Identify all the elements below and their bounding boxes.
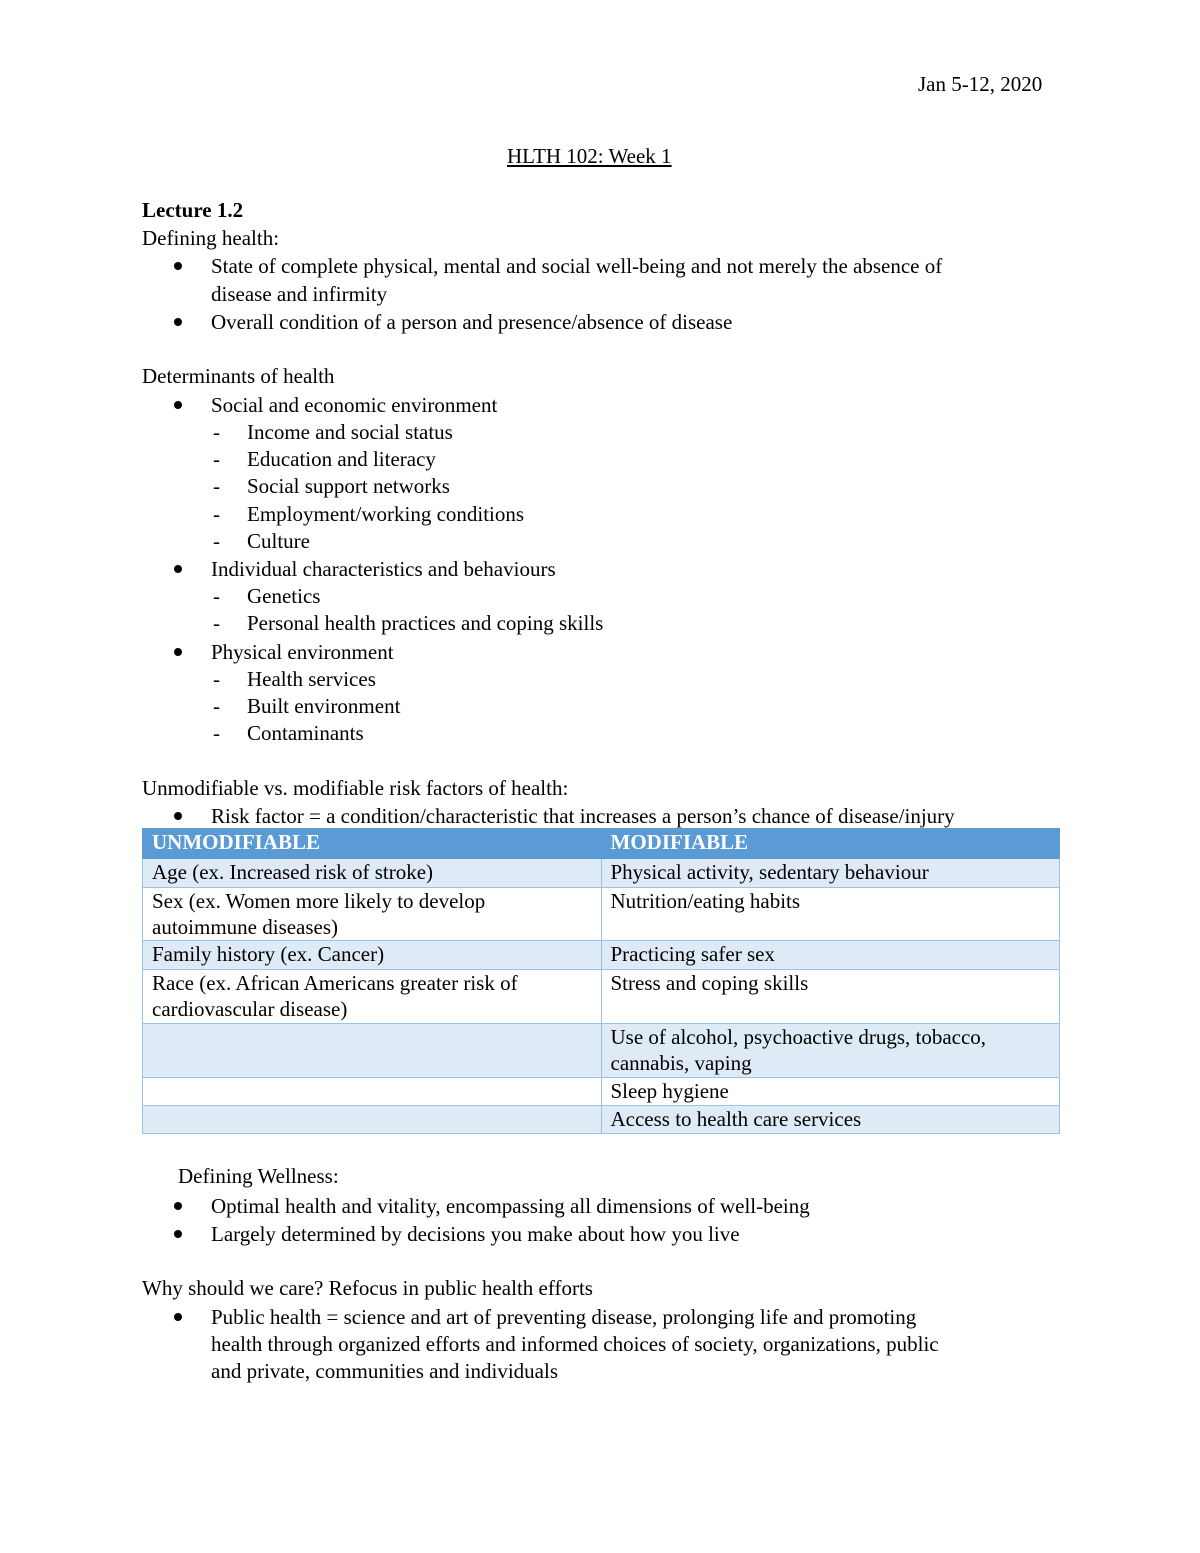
dash-icon: - <box>213 447 220 471</box>
table-cell-unmodifiable <box>143 1106 602 1134</box>
determinant-item: Social support networks <box>247 474 450 498</box>
cell-line: Stress and coping skills <box>610 971 809 995</box>
determinant-item: Genetics <box>247 584 321 608</box>
determinant-item: Health services <box>247 667 376 691</box>
cell-line: Practicing safer sex <box>610 942 775 966</box>
cell-line: Access to health care services <box>610 1107 862 1131</box>
dash-icon: - <box>213 611 220 635</box>
dash-icon: - <box>213 584 220 608</box>
table-cell-modifiable <box>601 859 1060 888</box>
bullet-icon <box>174 1313 182 1321</box>
table-cell-unmodifiable <box>143 970 602 1024</box>
determinant-item: Personal health practices and coping skills <box>247 611 604 635</box>
dash-icon: - <box>213 529 220 553</box>
defining-health-item-cont: disease and infirmity <box>211 282 388 306</box>
dash-icon: - <box>213 694 220 718</box>
cell-line: Sex (ex. Women more likely to develop <box>152 889 486 913</box>
cell-line: Physical activity, sedentary behaviour <box>610 860 929 884</box>
table-cell-unmodifiable <box>143 941 602 970</box>
bullet-icon <box>174 318 182 326</box>
determinant-category: Individual characteristics and behaviours <box>211 557 556 581</box>
cell-line: cannabis, vaping <box>610 1051 752 1075</box>
determinant-item: Employment/working conditions <box>247 502 525 526</box>
why-care-label: Why should we care? Refocus in public health efforts <box>142 1276 593 1300</box>
defining-health-item: Overall condition of a person and presence/absence of disease <box>211 310 733 334</box>
wellness-item: Optimal health and vitality, encompassing all dimensions of well-being <box>211 1194 810 1218</box>
bullet-icon <box>174 1202 182 1210</box>
cell-line: autoimmune diseases) <box>152 915 339 939</box>
defining-health-label: Defining health: <box>142 226 280 250</box>
bullet-icon <box>174 401 182 409</box>
defining-health-item: State of complete physical, mental and social well-being and not merely the absence of <box>211 254 943 278</box>
public-health-line: Public health = science and art of preventing disease, prolonging life and promoting <box>211 1305 917 1329</box>
determinant-item: Culture <box>247 529 310 553</box>
table-header-row <box>143 829 1060 859</box>
cell-line: Family history (ex. Cancer) <box>152 942 385 966</box>
determinant-category: Social and economic environment <box>211 393 498 417</box>
determinant-item: Built environment <box>247 694 401 718</box>
table-row <box>143 1078 1060 1106</box>
cell-line: Age (ex. Increased risk of stroke) <box>152 860 434 884</box>
page-date: Jan 5-12, 2020 <box>918 72 1043 96</box>
table-cell-unmodifiable <box>143 1078 602 1106</box>
bullet-icon <box>174 812 182 820</box>
cell-line: Sleep hygiene <box>610 1079 729 1103</box>
dash-icon: - <box>213 667 220 691</box>
table-cell-unmodifiable <box>143 888 602 941</box>
determinant-item: Income and social status <box>247 420 453 444</box>
cell-line: cardiovascular disease) <box>152 997 348 1021</box>
bullet-icon <box>174 565 182 573</box>
table-cell-unmodifiable <box>143 1024 602 1078</box>
dash-icon: - <box>213 474 220 498</box>
dash-icon: - <box>213 420 220 444</box>
page-title: HLTH 102: Week 1 <box>507 144 672 168</box>
dash-icon: - <box>213 721 220 745</box>
cell-line: Nutrition/eating habits <box>610 889 801 913</box>
bullet-icon <box>174 1230 182 1238</box>
risk-factors-table <box>142 828 1060 1134</box>
determinant-item: Education and literacy <box>247 447 436 471</box>
bullet-icon <box>174 262 182 270</box>
bullet-icon <box>174 648 182 656</box>
table-cell-modifiable <box>601 888 1060 941</box>
cell-line: Use of alcohol, psychoactive drugs, tobacco, <box>610 1025 987 1049</box>
risk-factors-label: Unmodifiable vs. modifiable risk factors of health: <box>142 776 569 800</box>
table-header-unmodifiable: UNMODIFIABLE <box>143 829 602 859</box>
table-cell-modifiable <box>601 941 1060 970</box>
risk-factor-definition: Risk factor = a condition/characteristic that increases a person’s chance of disease/injury <box>211 804 955 828</box>
public-health-line: and private, communities and individuals <box>211 1359 559 1383</box>
determinants-label: Determinants of health <box>142 364 335 388</box>
table-cell-modifiable <box>601 1024 1060 1078</box>
public-health-line: health through organized efforts and informed choices of society, organizations, public <box>211 1332 939 1356</box>
lecture-heading: Lecture 1.2 <box>142 198 244 222</box>
table-cell-modifiable <box>601 970 1060 1024</box>
cell-line: Race (ex. African Americans greater risk of <box>152 971 518 995</box>
table-row <box>143 1024 1060 1078</box>
determinant-category: Physical environment <box>211 640 394 664</box>
table-header-modifiable: MODIFIABLE <box>601 829 1060 859</box>
wellness-item: Largely determined by decisions you make about how you live <box>211 1222 740 1246</box>
dash-icon: - <box>213 502 220 526</box>
determinant-item: Contaminants <box>247 721 364 745</box>
table-row <box>143 859 1060 888</box>
table-row <box>143 888 1060 941</box>
table-row <box>143 941 1060 970</box>
wellness-label: Defining Wellness: <box>178 1164 339 1188</box>
table-row <box>143 970 1060 1024</box>
table-row <box>143 1106 1060 1134</box>
table-cell-modifiable <box>601 1106 1060 1134</box>
table-cell-modifiable <box>601 1078 1060 1106</box>
table-cell-unmodifiable <box>143 859 602 888</box>
